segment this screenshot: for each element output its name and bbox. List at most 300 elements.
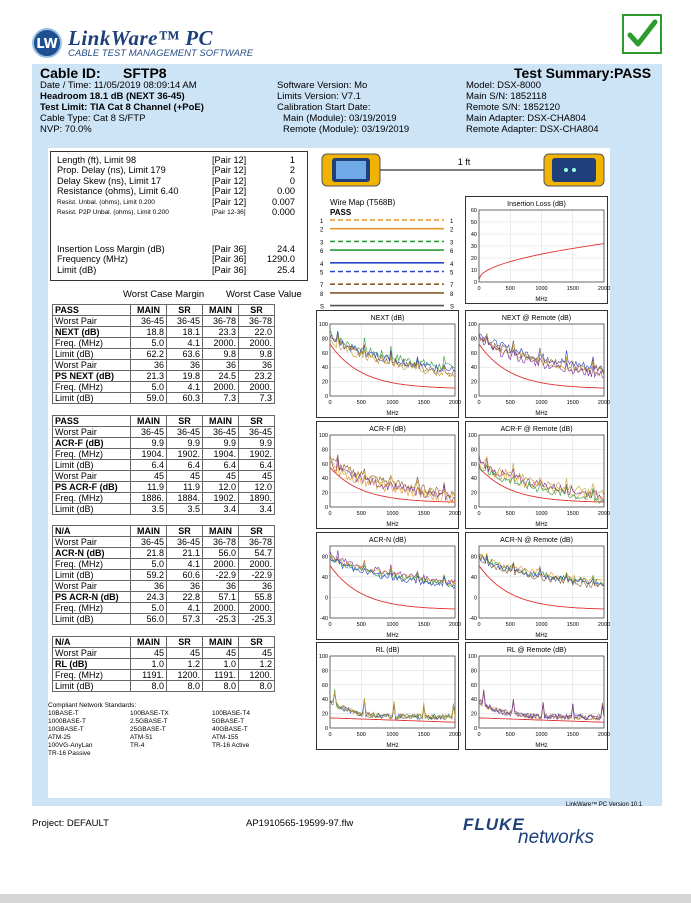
cell-value: -25.3 bbox=[203, 614, 239, 625]
pin-label-right: 3 bbox=[450, 240, 454, 247]
row-label: Limit (dB) bbox=[53, 570, 131, 581]
summary-value: 2 bbox=[289, 165, 295, 176]
cell-value: 62.2 bbox=[131, 349, 167, 360]
pin-label-right: 1 bbox=[450, 219, 454, 225]
main-tester-icon bbox=[322, 154, 380, 186]
summary-pair: [Pair 12] bbox=[212, 186, 247, 197]
summary-pair: [Pair 12] bbox=[212, 165, 247, 176]
cell-value: 11.9 bbox=[167, 482, 203, 493]
table-row bbox=[53, 659, 275, 670]
standard-item: 1000BASE-T bbox=[48, 718, 86, 725]
cell-value: 36-78 bbox=[203, 316, 239, 327]
il-value: 1290.0 bbox=[266, 254, 295, 265]
cell-value: 45 bbox=[239, 648, 275, 659]
cell-value: 1902. bbox=[167, 449, 203, 460]
wiremap-status: PASS bbox=[330, 208, 352, 217]
cell-value: 1200. bbox=[167, 670, 203, 681]
nvp: NVP: 70.0% bbox=[40, 124, 92, 135]
cell-value: 5.0 bbox=[131, 338, 167, 349]
cell-value: 36 bbox=[203, 360, 239, 371]
cell-value: 8.0 bbox=[167, 681, 203, 692]
pin-label-left: S bbox=[320, 304, 325, 311]
cell-value: 3.4 bbox=[239, 504, 275, 515]
x-tick-label: 1500 bbox=[566, 286, 579, 292]
x-tick-label: 500 bbox=[356, 732, 366, 738]
cell-value: 1904. bbox=[131, 449, 167, 460]
x-axis-label: MHz bbox=[386, 411, 399, 417]
pin-label-right: 5 bbox=[450, 270, 454, 277]
product-name: LinkWare™ PC bbox=[68, 26, 214, 50]
cell-value: 45 bbox=[167, 648, 203, 659]
cell-value: 23.3 bbox=[203, 327, 239, 338]
y-tick-label: 0 bbox=[324, 595, 328, 602]
cell-value: 6.4 bbox=[167, 460, 203, 471]
x-tick-label: 0 bbox=[328, 511, 332, 517]
y-tick-label: 0 bbox=[473, 595, 477, 602]
cell-value: 21.8 bbox=[131, 548, 167, 559]
y-tick-label: 0 bbox=[473, 726, 477, 732]
summary-pair: [Pair 12-36] bbox=[212, 209, 246, 216]
chart-title: NEXT @ Remote (dB) bbox=[501, 315, 572, 322]
summary-label: Resist. Unbal. (ohms), Limit 0.200 bbox=[57, 198, 155, 206]
pin-label-left: 5 bbox=[320, 270, 324, 277]
y-tick-label: 30 bbox=[470, 244, 477, 250]
x-tick-label: 0 bbox=[477, 511, 481, 517]
cell-value: 9.8 bbox=[203, 349, 239, 360]
il-pair: [Pair 36] bbox=[212, 244, 247, 254]
summary-label: Delay Skew (ns), Limit 17 bbox=[57, 175, 162, 186]
row-label: Freq. (MHz) bbox=[53, 670, 131, 681]
x-tick-label: 1500 bbox=[566, 732, 579, 738]
cell-value: 1890. bbox=[239, 493, 275, 504]
cell-value: 36-45 bbox=[239, 427, 275, 438]
x-axis-label: MHz bbox=[535, 411, 548, 417]
y-tick-label: 60 bbox=[321, 350, 328, 357]
y-tick-label: 100 bbox=[318, 433, 328, 439]
il-label: Frequency (MHz) bbox=[57, 254, 128, 265]
cell-value: 36 bbox=[131, 581, 167, 592]
chart-title: Insertion Loss (dB) bbox=[507, 201, 566, 208]
row-label: Limit (dB) bbox=[53, 349, 131, 360]
chart-title: ACR-F @ Remote (dB) bbox=[500, 426, 573, 433]
pin-label-right: 2 bbox=[450, 227, 454, 234]
cell-value: 9.9 bbox=[167, 438, 203, 449]
table-status: N/A bbox=[53, 526, 131, 537]
cell-value: 9.9 bbox=[239, 438, 275, 449]
x-tick-label: 2000 bbox=[597, 622, 611, 628]
table-row bbox=[53, 670, 275, 681]
x-tick-label: 500 bbox=[356, 400, 366, 406]
row-label: Freq. (MHz) bbox=[53, 338, 131, 349]
x-tick-label: 500 bbox=[356, 511, 366, 517]
il-pair: [Pair 36] bbox=[212, 264, 247, 275]
cell-value: 59.0 bbox=[131, 393, 167, 404]
result-table bbox=[52, 304, 275, 404]
pin-label-left: 6 bbox=[320, 249, 324, 256]
cell-value: 5.0 bbox=[131, 559, 167, 570]
cell-value: 45 bbox=[203, 648, 239, 659]
cell-value: 45 bbox=[239, 471, 275, 482]
table-row bbox=[53, 681, 275, 692]
y-tick-label: 60 bbox=[470, 208, 477, 214]
wiremap-title: Wire Map (T568B) bbox=[330, 198, 396, 207]
column-header: SR bbox=[167, 526, 203, 537]
table-row bbox=[53, 438, 275, 449]
main-adapter: Main Adapter: DSX-CHA804 bbox=[466, 113, 586, 124]
cell-value: 1191. bbox=[203, 670, 239, 681]
pin-label-left: 2 bbox=[320, 227, 324, 234]
x-tick-label: 2000 bbox=[597, 400, 611, 406]
x-tick-label: 500 bbox=[505, 732, 515, 738]
x-tick-label: 1000 bbox=[535, 511, 548, 517]
networks-wordmark: networks bbox=[518, 827, 595, 848]
column-header: MAIN bbox=[203, 416, 239, 427]
row-label: PS ACR-F (dB) bbox=[53, 482, 131, 493]
x-tick-label: 1500 bbox=[417, 622, 430, 628]
summary-value: 0.00 bbox=[277, 186, 295, 197]
standard-item: 100BASE-T4 bbox=[212, 710, 250, 717]
row-label: PS NEXT (dB) bbox=[53, 371, 131, 382]
x-tick-label: 1000 bbox=[386, 400, 399, 406]
cell-value: 36-45 bbox=[167, 537, 203, 548]
x-tick-label: 2000 bbox=[448, 511, 462, 517]
standard-item: 100BASE-TX bbox=[130, 710, 169, 717]
standard-item: TR-16 Active bbox=[212, 742, 250, 749]
x-tick-label: 2000 bbox=[597, 286, 611, 292]
cell-value: 60.3 bbox=[167, 393, 203, 404]
test-summary: PASS bbox=[614, 65, 652, 81]
y-tick-label: 0 bbox=[473, 280, 477, 286]
chart bbox=[316, 642, 462, 750]
table-status: N/A bbox=[53, 637, 131, 648]
cell-value: 36-45 bbox=[203, 427, 239, 438]
cell-value: 1886. bbox=[131, 493, 167, 504]
x-axis-label: MHz bbox=[535, 297, 548, 303]
worst-case-margin-label: Worst Case Margin bbox=[123, 289, 205, 300]
x-tick-label: 0 bbox=[477, 732, 481, 738]
worst-case-value-label: Worst Case Value bbox=[226, 289, 302, 300]
row-label: PS ACR-N (dB) bbox=[53, 592, 131, 603]
table-row bbox=[53, 382, 275, 393]
row-label: Worst Pair bbox=[53, 360, 131, 371]
y-tick-label: 40 bbox=[470, 574, 477, 581]
y-tick-label: 60 bbox=[470, 682, 477, 689]
standard-item: TR-16 Passive bbox=[48, 750, 91, 757]
row-label: Limit (dB) bbox=[53, 614, 131, 625]
x-axis-label: MHz bbox=[386, 522, 399, 528]
column-header: MAIN bbox=[131, 526, 167, 537]
cell-value: 1904. bbox=[203, 449, 239, 460]
chart bbox=[316, 421, 462, 529]
cell-value: 36-45 bbox=[131, 537, 167, 548]
cell-value: 3.4 bbox=[203, 504, 239, 515]
x-tick-label: 500 bbox=[505, 622, 515, 628]
x-tick-label: 2000 bbox=[448, 732, 462, 738]
chart bbox=[465, 421, 611, 529]
cell-value: 55.8 bbox=[239, 592, 275, 603]
x-tick-label: 1000 bbox=[386, 511, 399, 517]
table-status: PASS bbox=[53, 305, 131, 316]
y-tick-label: 20 bbox=[470, 490, 477, 497]
cell-value: 12.0 bbox=[203, 482, 239, 493]
version-note: LinkWare™ PC Version 10.1 bbox=[566, 802, 643, 808]
cell-value: 3.5 bbox=[167, 504, 203, 515]
cell-value: -25.3 bbox=[239, 614, 275, 625]
row-label: Limit (dB) bbox=[53, 460, 131, 471]
cell-value: 9.9 bbox=[131, 438, 167, 449]
y-tick-label: 20 bbox=[321, 490, 328, 497]
x-tick-label: 0 bbox=[477, 400, 481, 406]
cell-value: 60.6 bbox=[167, 570, 203, 581]
y-tick-label: 60 bbox=[321, 682, 328, 689]
cell-value: 1.2 bbox=[167, 659, 203, 670]
y-tick-label: 20 bbox=[470, 256, 477, 262]
summary-pair: [Pair 12] bbox=[212, 155, 247, 165]
chart bbox=[465, 532, 611, 640]
y-tick-label: 100 bbox=[467, 654, 477, 660]
column-header: SR bbox=[239, 416, 275, 427]
x-tick-label: 0 bbox=[477, 622, 481, 628]
y-tick-label: 80 bbox=[321, 554, 328, 561]
row-label: Freq. (MHz) bbox=[53, 449, 131, 460]
il-pair: [Pair 36] bbox=[212, 254, 247, 265]
x-axis-label: MHz bbox=[386, 633, 399, 639]
cell-value: 2000. bbox=[239, 382, 275, 393]
model: Model: DSX-8000 bbox=[466, 80, 541, 91]
y-tick-label: 40 bbox=[470, 476, 477, 483]
lw-badge: LW bbox=[32, 28, 62, 58]
chart bbox=[316, 532, 462, 640]
row-label: Worst Pair bbox=[53, 316, 131, 327]
cell-value: 5.0 bbox=[131, 603, 167, 614]
table-row bbox=[53, 493, 275, 504]
table-row bbox=[53, 427, 275, 438]
remote-sn: Remote S/N: 1852120 bbox=[466, 102, 561, 113]
il-value: 24.4 bbox=[277, 244, 295, 254]
row-label: ACR-F (dB) bbox=[53, 438, 131, 449]
pin-label-right: 8 bbox=[450, 291, 454, 298]
row-label: Worst Pair bbox=[53, 648, 131, 659]
y-tick-label: 60 bbox=[470, 461, 477, 468]
summary-pair: [Pair 12] bbox=[212, 196, 247, 207]
row-label: Limit (dB) bbox=[53, 393, 131, 404]
cell-value: 19.8 bbox=[167, 371, 203, 382]
cell-value: 22.0 bbox=[239, 327, 275, 338]
y-tick-label: 0 bbox=[324, 505, 328, 511]
cell-value: 36-78 bbox=[203, 537, 239, 548]
x-tick-label: 1000 bbox=[535, 286, 548, 292]
table-row bbox=[53, 482, 275, 493]
table-row bbox=[53, 504, 275, 515]
x-tick-label: 1000 bbox=[535, 622, 548, 628]
cell-value: 2000. bbox=[203, 382, 239, 393]
cell-value: 5.0 bbox=[131, 382, 167, 393]
cell-value: 2000. bbox=[203, 603, 239, 614]
y-tick-label: 80 bbox=[470, 447, 477, 454]
x-tick-label: 500 bbox=[505, 286, 515, 292]
y-tick-label: 100 bbox=[467, 322, 477, 328]
table-row bbox=[53, 449, 275, 460]
y-tick-label: 0 bbox=[324, 726, 328, 732]
x-tick-label: 1500 bbox=[417, 511, 430, 517]
column-header: SR bbox=[239, 637, 275, 648]
cell-value: 1902. bbox=[239, 449, 275, 460]
table-row bbox=[53, 349, 275, 360]
y-tick-label: 20 bbox=[321, 711, 328, 718]
x-axis-label: MHz bbox=[535, 633, 548, 639]
summary-pair: [Pair 12] bbox=[212, 175, 247, 186]
x-tick-label: 2000 bbox=[597, 511, 611, 517]
standard-item: ATM-51 bbox=[130, 734, 153, 741]
cell-value: 6.4 bbox=[239, 460, 275, 471]
chart-title: ACR-F (dB) bbox=[369, 426, 406, 433]
cell-value: 24.5 bbox=[203, 371, 239, 382]
pin-label-left: 4 bbox=[320, 261, 324, 268]
standard-item: 25GBASE-T bbox=[130, 726, 166, 733]
summary-value: 0.007 bbox=[272, 196, 295, 207]
standard-item: 10BASE-T bbox=[48, 710, 79, 717]
y-tick-label: -40 bbox=[320, 616, 328, 622]
page-bottom-bar bbox=[0, 894, 691, 903]
cell-value: 36 bbox=[167, 360, 203, 371]
cable-id-label: Cable ID: bbox=[40, 65, 101, 81]
cell-value: 1884. bbox=[167, 493, 203, 504]
summary-label: Resistance (ohms), Limit 6.40 bbox=[57, 186, 179, 197]
column-header: MAIN bbox=[203, 637, 239, 648]
y-tick-label: 100 bbox=[467, 433, 477, 439]
cell-value: 1200. bbox=[239, 670, 275, 681]
column-header: SR bbox=[167, 305, 203, 316]
cell-value: 4.1 bbox=[167, 382, 203, 393]
y-tick-label: 100 bbox=[318, 654, 328, 660]
y-tick-label: 40 bbox=[321, 365, 328, 372]
y-tick-label: 80 bbox=[470, 336, 477, 343]
cell-value: 6.4 bbox=[203, 460, 239, 471]
cable-length-label: 1 ft bbox=[457, 157, 471, 167]
summary-label: Prop. Delay (ns), Limit 179 bbox=[57, 165, 166, 176]
cell-value: 2000. bbox=[239, 338, 275, 349]
y-tick-label: 40 bbox=[321, 574, 328, 581]
x-tick-label: 500 bbox=[505, 400, 515, 406]
standard-item: 2.5GBASE-T bbox=[130, 718, 168, 725]
y-tick-label: 40 bbox=[321, 476, 328, 483]
cell-value: 21.1 bbox=[167, 548, 203, 559]
cell-value: 54.7 bbox=[239, 548, 275, 559]
cell-value: 18.8 bbox=[131, 327, 167, 338]
x-axis-label: MHz bbox=[535, 743, 548, 749]
table-row bbox=[53, 648, 275, 659]
cell-value: 1.0 bbox=[203, 659, 239, 670]
il-label: Insertion Loss Margin (dB) bbox=[57, 244, 165, 254]
result-table bbox=[52, 525, 275, 625]
result-table bbox=[52, 636, 275, 692]
table-row bbox=[53, 327, 275, 338]
remote-tester-icon bbox=[544, 154, 604, 186]
x-tick-label: 0 bbox=[328, 732, 332, 738]
row-label: Worst Pair bbox=[53, 471, 131, 482]
cell-value: 11.9 bbox=[131, 482, 167, 493]
pin-label-right: 4 bbox=[450, 261, 454, 268]
y-tick-label: 40 bbox=[470, 697, 477, 704]
cell-value: 8.0 bbox=[239, 681, 275, 692]
chart bbox=[465, 310, 611, 418]
x-tick-label: 1500 bbox=[566, 622, 579, 628]
cell-value: 4.1 bbox=[167, 603, 203, 614]
standards-title: Compliant Network Standards: bbox=[48, 702, 137, 709]
cell-value: 36-45 bbox=[131, 316, 167, 327]
row-label: Limit (dB) bbox=[53, 681, 131, 692]
cell-value: 36-78 bbox=[239, 537, 275, 548]
pin-label-right: 7 bbox=[450, 283, 454, 290]
x-tick-label: 1000 bbox=[386, 622, 399, 628]
cell-value: -22.9 bbox=[203, 570, 239, 581]
cell-value: 63.6 bbox=[167, 349, 203, 360]
chart bbox=[316, 310, 462, 418]
standard-item: 5GBASE-T bbox=[212, 718, 245, 725]
column-header: MAIN bbox=[203, 526, 239, 537]
cell-value: 1191. bbox=[131, 670, 167, 681]
row-label: Limit (dB) bbox=[53, 504, 131, 515]
chart-title: RL (dB) bbox=[375, 647, 400, 654]
y-tick-label: 80 bbox=[321, 336, 328, 343]
table-row bbox=[53, 592, 275, 603]
chart bbox=[465, 196, 611, 304]
y-tick-label: 60 bbox=[321, 461, 328, 468]
tester-diagram bbox=[316, 150, 612, 194]
cell-value: 36-45 bbox=[131, 427, 167, 438]
x-tick-label: 1000 bbox=[386, 732, 399, 738]
x-axis-label: MHz bbox=[386, 743, 399, 749]
cell-value: 23.2 bbox=[239, 371, 275, 382]
row-label: NEXT (dB) bbox=[53, 327, 131, 338]
row-label: Freq. (MHz) bbox=[53, 493, 131, 504]
y-tick-label: 20 bbox=[321, 379, 328, 386]
cell-value: 36-45 bbox=[167, 316, 203, 327]
row-label: Worst Pair bbox=[53, 427, 131, 438]
cell-value: 6.4 bbox=[131, 460, 167, 471]
pin-label-left: 3 bbox=[320, 240, 324, 247]
x-tick-label: 2000 bbox=[448, 400, 462, 406]
il-label: Limit (dB) bbox=[57, 264, 97, 275]
wiremap bbox=[316, 196, 462, 314]
standard-item: 40GBASE-T bbox=[212, 726, 248, 733]
y-tick-label: 60 bbox=[470, 350, 477, 357]
y-tick-label: -40 bbox=[469, 616, 477, 622]
x-tick-label: 0 bbox=[328, 622, 332, 628]
summary-label: Length (ft), Limit 98 bbox=[57, 155, 137, 165]
summary-box bbox=[50, 151, 308, 281]
cell-value: 4.1 bbox=[167, 338, 203, 349]
y-tick-label: 10 bbox=[470, 268, 477, 274]
row-label: Freq. (MHz) bbox=[53, 559, 131, 570]
y-tick-label: 80 bbox=[470, 554, 477, 561]
cell-value: 36 bbox=[239, 360, 275, 371]
x-tick-label: 1500 bbox=[417, 732, 430, 738]
cell-value: 59.2 bbox=[131, 570, 167, 581]
cell-value: 9.9 bbox=[203, 438, 239, 449]
column-header: SR bbox=[167, 637, 203, 648]
x-tick-label: 0 bbox=[328, 400, 332, 406]
table-row bbox=[53, 537, 275, 548]
y-tick-label: 100 bbox=[318, 322, 328, 328]
table-row bbox=[53, 338, 275, 349]
summary-value: 0.000 bbox=[272, 207, 295, 217]
table-row bbox=[53, 316, 275, 327]
cell-value: 57.3 bbox=[167, 614, 203, 625]
cell-value: 36 bbox=[203, 581, 239, 592]
pass-check-icon bbox=[622, 14, 662, 54]
summary-label: Resist. P2P Unbal. (ohms), Limit 0.200 bbox=[57, 209, 169, 216]
